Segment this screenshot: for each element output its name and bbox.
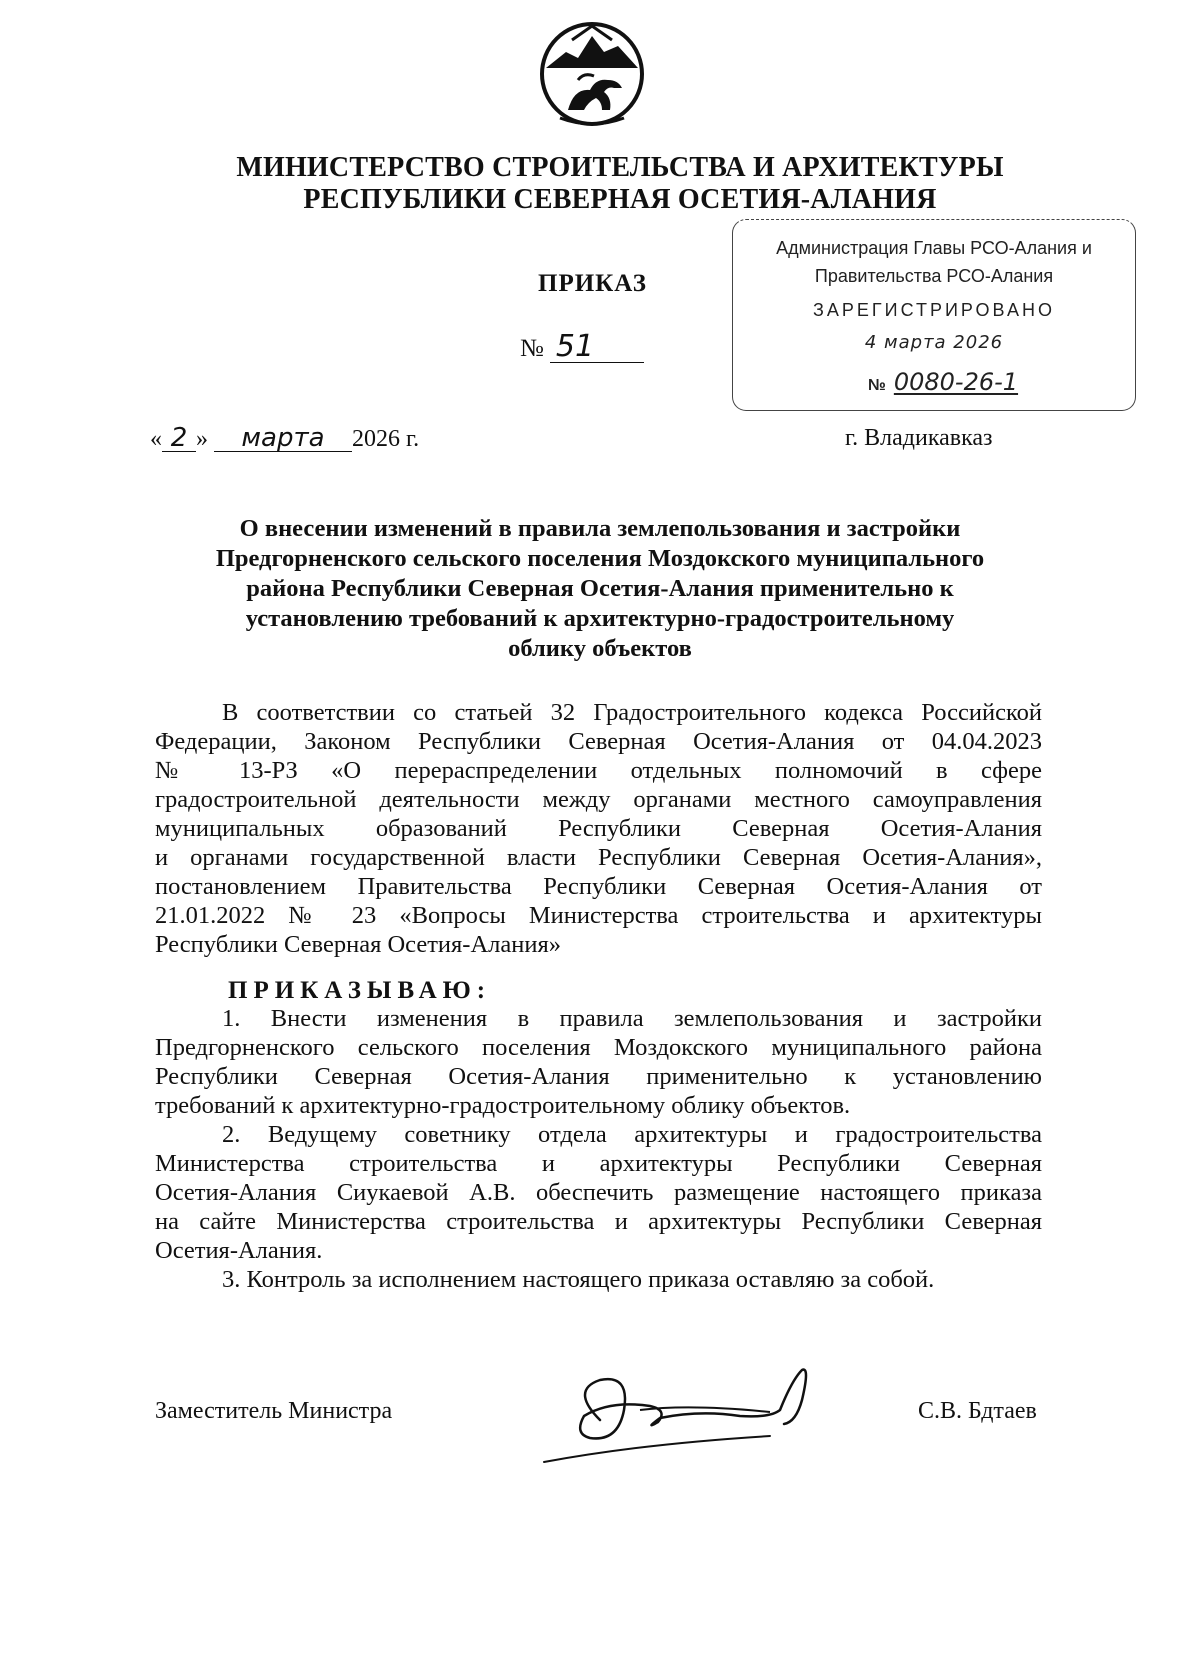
- stamp-number: 0080-26-1: [893, 368, 1019, 396]
- preamble-line: Федерации, Законом Республики Северная Осетия-Алания от 04.04.2023: [155, 728, 1042, 755]
- date-close-quote: »: [196, 426, 208, 452]
- preamble-line: постановлением Правительства Республики Северная Осетия-Алания от: [155, 873, 1042, 900]
- preamble-line: Республики Северная Осетия-Алания»: [155, 931, 561, 958]
- preamble-line: В соответствии со статьей 32 Градостроительного кодекса Российской: [222, 699, 1042, 726]
- item-1-line: Республики Северная Осетия-Алания применительно к установлению: [155, 1063, 1042, 1090]
- stamp-org-line2: Правительства РСО-Алания: [814, 266, 1054, 286]
- item-2-line: Осетия-Алания Сиукаевой А.В. обеспечить размещение настоящего приказа: [155, 1179, 1042, 1206]
- preamble-line: 21.01.2022 № 23 «Вопросы Министерства строительства и архитектуры: [155, 902, 1042, 929]
- order-number-sign: №: [520, 335, 544, 362]
- subject-line: О внесении изменений в правила землепользования и застройки: [239, 515, 961, 542]
- subject-line: Предгорненского сельского поселения Моздокского муниципального: [215, 545, 985, 572]
- date-year: 2026 г.: [352, 426, 420, 452]
- signatory-name: С.В. Бдтаев: [918, 1398, 1037, 1424]
- date-open-quote: «: [150, 426, 162, 452]
- preamble-line: градостроительной деятельности между органами местного самоуправления: [155, 786, 1042, 813]
- order-number: 51: [550, 332, 644, 363]
- item-1-line: требований к архитектурно-градостроительному облику объектов.: [155, 1092, 851, 1119]
- item-1-line: 1. Внести изменения в правила землепользования и застройки: [222, 1005, 1042, 1032]
- subject-line: облику объектов: [508, 635, 692, 662]
- item-2-line: 2. Ведущему советнику отдела архитектуры и градостроительства: [222, 1121, 1042, 1148]
- handwritten-signature: [540, 1360, 840, 1470]
- item-3-line: 3. Контроль за исполнением настоящего приказа оставляю за собой.: [222, 1266, 935, 1293]
- preamble-line: муниципальных образований Республики Северная Осетия-Алания: [155, 815, 1042, 842]
- stamp-number-row: [868, 368, 1018, 396]
- item-2-line: Министерства строительства и архитектуры Республики Северная: [155, 1150, 1042, 1177]
- subject-line: установлению требований к архитектурно-градостроительному: [245, 605, 955, 632]
- item-1-line: Предгорненского сельского поселения Моздокского муниципального района: [155, 1034, 1042, 1061]
- item-2-line: на сайте Министерства строительства и архитектуры Республики Северная: [155, 1208, 1042, 1235]
- preamble-line: № 13-РЗ «О перераспределении отдельных полномочий в сфере: [155, 757, 1042, 784]
- signatory-position: Заместитель Министра: [155, 1398, 393, 1424]
- order-title: ПРИКАЗ: [538, 270, 647, 297]
- ministry-title-line1: МИНИСТЕРСТВО СТРОИТЕЛЬСТВА И АРХИТЕКТУРЫ: [236, 152, 1004, 183]
- ministry-title-line2: РЕСПУБЛИКИ СЕВЕРНАЯ ОСЕТИЯ-АЛАНИЯ: [303, 184, 937, 215]
- date-month: марта: [214, 425, 352, 452]
- city: г. Владикавказ: [845, 425, 993, 451]
- item-2-line: Осетия-Алания.: [155, 1237, 323, 1264]
- stamp-org-line1: Администрация Главы РСО-Алания и: [776, 238, 1092, 258]
- stamp-registered-label: ЗАРЕГИСТРИРОВАНО: [813, 300, 1055, 320]
- subject-line: района Республики Северная Осетия-Алания применительно к: [246, 575, 954, 602]
- order-number-row: [520, 329, 644, 364]
- date-day: 2: [162, 425, 196, 452]
- stamp-number-sign: №: [868, 377, 886, 394]
- order-date: [150, 425, 419, 453]
- preamble-line: и органами государственной власти Республики Северная Осетия-Алания»,: [155, 844, 1042, 871]
- stamp-date: 4 марта 2026: [864, 332, 1004, 353]
- order-subject: [150, 514, 1050, 664]
- registration-stamp: [732, 219, 1136, 411]
- decree-heading: ПРИКАЗЫВАЮ:: [228, 977, 492, 1004]
- coat-of-arms-emblem: [538, 18, 646, 130]
